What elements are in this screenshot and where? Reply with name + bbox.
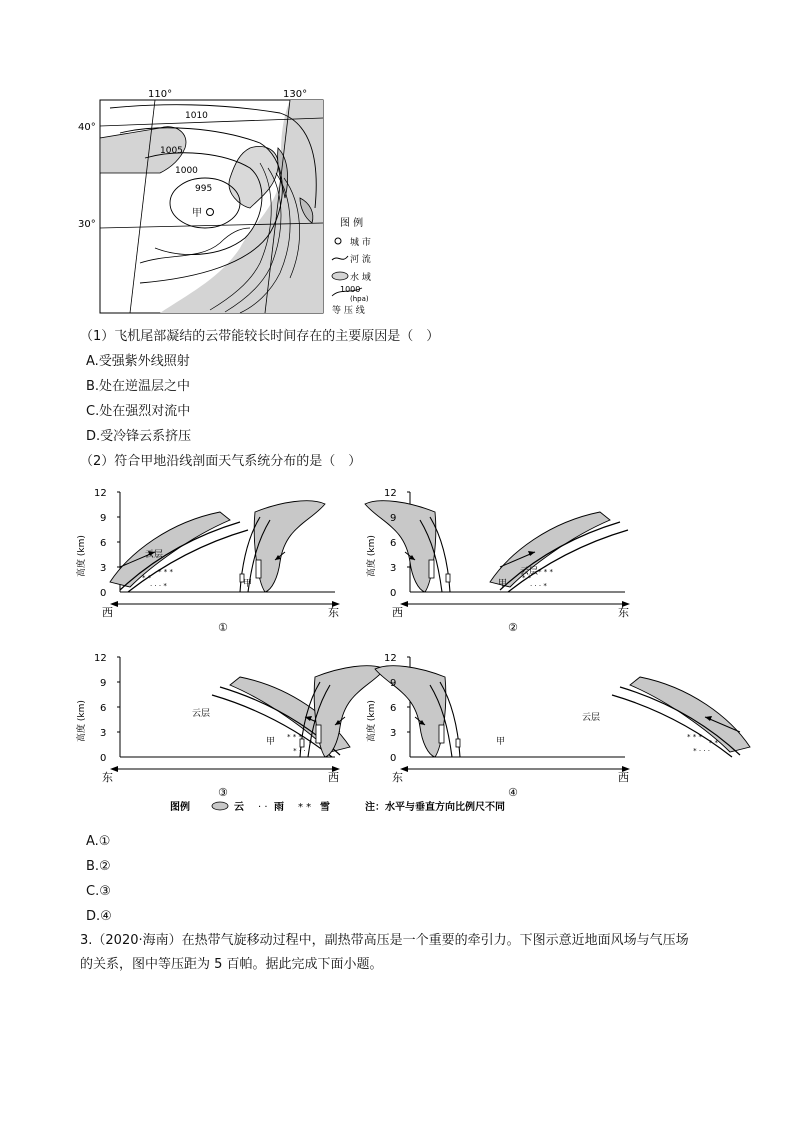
y-tick: 6 [390, 538, 397, 549]
figure-legend-note: 注：水平与垂直方向比例尺不同 [365, 802, 505, 813]
figure-legend-snow: 雪 [320, 802, 330, 813]
y-tick: 0 [390, 753, 397, 764]
q2-option-d[interactable]: D.④ [86, 909, 112, 924]
y-tick: 0 [100, 753, 107, 764]
latitude-label: 30° [78, 219, 96, 230]
legend-item: 等 压 线 [332, 306, 365, 316]
point-label: 甲 [243, 579, 253, 589]
y-tick: 0 [100, 588, 107, 599]
city-label: 甲 [192, 208, 202, 219]
y-tick: 6 [390, 703, 397, 714]
point-label: 甲 [266, 737, 276, 747]
y-tick: 3 [100, 563, 107, 574]
cloud-label: 云层 [582, 713, 601, 723]
panel-number: ① [218, 621, 228, 634]
panel-number: ③ [218, 786, 228, 799]
direction-label: 东 [328, 606, 339, 619]
isobar-map-figure [78, 88, 400, 318]
cloud-label: 云层 [145, 550, 164, 560]
cloud-label: 云层 [192, 709, 211, 719]
q1-option-d[interactable]: D.受冷锋云系挤压 [86, 429, 192, 444]
y-tick: 3 [390, 728, 397, 739]
legend-title: 图 例 [340, 218, 364, 229]
y-axis-label: 高度 (km) [367, 535, 377, 577]
y-tick: 6 [100, 538, 107, 549]
rain-legend-icon: · · [258, 802, 268, 813]
y-tick: 12 [94, 488, 107, 499]
direction-label: 东 [392, 771, 403, 784]
cloud-legend-icon [212, 802, 228, 810]
legend-item: 城 市 [350, 238, 371, 248]
legend-item: 水 域 [350, 273, 371, 283]
y-tick: 12 [94, 653, 107, 664]
y-tick: 12 [384, 653, 397, 664]
y-tick: 6 [100, 703, 107, 714]
figure-legend-rain: 雨 [274, 802, 284, 813]
q1-option-b[interactable]: B.处在逆温层之中 [86, 379, 191, 394]
y-tick: 3 [390, 563, 397, 574]
y-axis-label: 高度 (km) [77, 535, 87, 577]
y-axis-label: 高度 (km) [77, 700, 87, 742]
y-tick: 9 [390, 513, 397, 524]
direction-label: 西 [328, 771, 339, 784]
isobar-label: 1010 [185, 111, 208, 121]
y-tick: 3 [100, 728, 107, 739]
q2-option-b[interactable]: B.② [86, 859, 111, 874]
isobar-label: 995 [195, 184, 213, 194]
q1-stem: （1）飞机尾部凝结的云带能较长时间存在的主要原因是（ ） [80, 329, 440, 344]
y-tick: 0 [390, 588, 397, 599]
point-label: 甲 [496, 737, 506, 747]
panel-number: ④ [508, 786, 518, 799]
y-tick: 9 [100, 678, 107, 689]
q2-option-c[interactable]: C.③ [86, 884, 111, 899]
river-legend-icon [332, 256, 348, 260]
panel-number: ② [508, 621, 518, 634]
water-legend-icon [332, 272, 348, 280]
city-marker-icon [207, 209, 214, 216]
cloud-label: 云层 [520, 567, 539, 577]
city-legend-icon [335, 238, 341, 244]
q3-text-line2: 的关系，图中等压距为 5 百帕。据此完成下面小题。 [80, 957, 383, 972]
legend-item: 河 流 [350, 255, 371, 265]
legend-isobar-unit: (hpa) [350, 295, 369, 303]
direction-label: 东 [102, 771, 113, 784]
isobar-label: 1005 [160, 146, 183, 156]
q1-option-c[interactable]: C.处在强烈对流中 [86, 404, 191, 419]
y-tick: 12 [384, 488, 397, 499]
point-label: 甲 [498, 579, 508, 589]
y-axis-label: 高度 (km) [367, 700, 377, 742]
figure-legend-cloud: 云 [234, 802, 244, 813]
direction-label: 西 [102, 606, 113, 619]
longitude-label: 110° [148, 89, 173, 100]
q2-stem: （2）符合甲地沿线剖面天气系统分布的是（ ） [80, 454, 362, 469]
latitude-label: 40° [78, 122, 96, 133]
snow-legend-icon: * * [298, 802, 312, 813]
figure-legend-title: 图例 [170, 802, 190, 813]
y-tick: 9 [100, 513, 107, 524]
isobar-label: 1000 [175, 166, 198, 176]
q3-text-line1: 3.（2020·海南）在热带气旋移动过程中，副热带高压是一个重要的牵引力。下图示意近地面风场与气压场 [80, 933, 689, 948]
longitude-label: 130° [283, 89, 308, 100]
direction-label: 西 [392, 606, 403, 619]
y-tick: 9 [390, 678, 397, 689]
q2-option-a[interactable]: A.① [86, 834, 111, 849]
direction-label: 东 [618, 606, 629, 619]
direction-label: 西 [618, 771, 629, 784]
weather-section-figure [77, 482, 640, 813]
q1-option-a[interactable]: A.受强紫外线照射 [86, 354, 190, 369]
legend-isobar-sample: 1000 [340, 285, 361, 294]
